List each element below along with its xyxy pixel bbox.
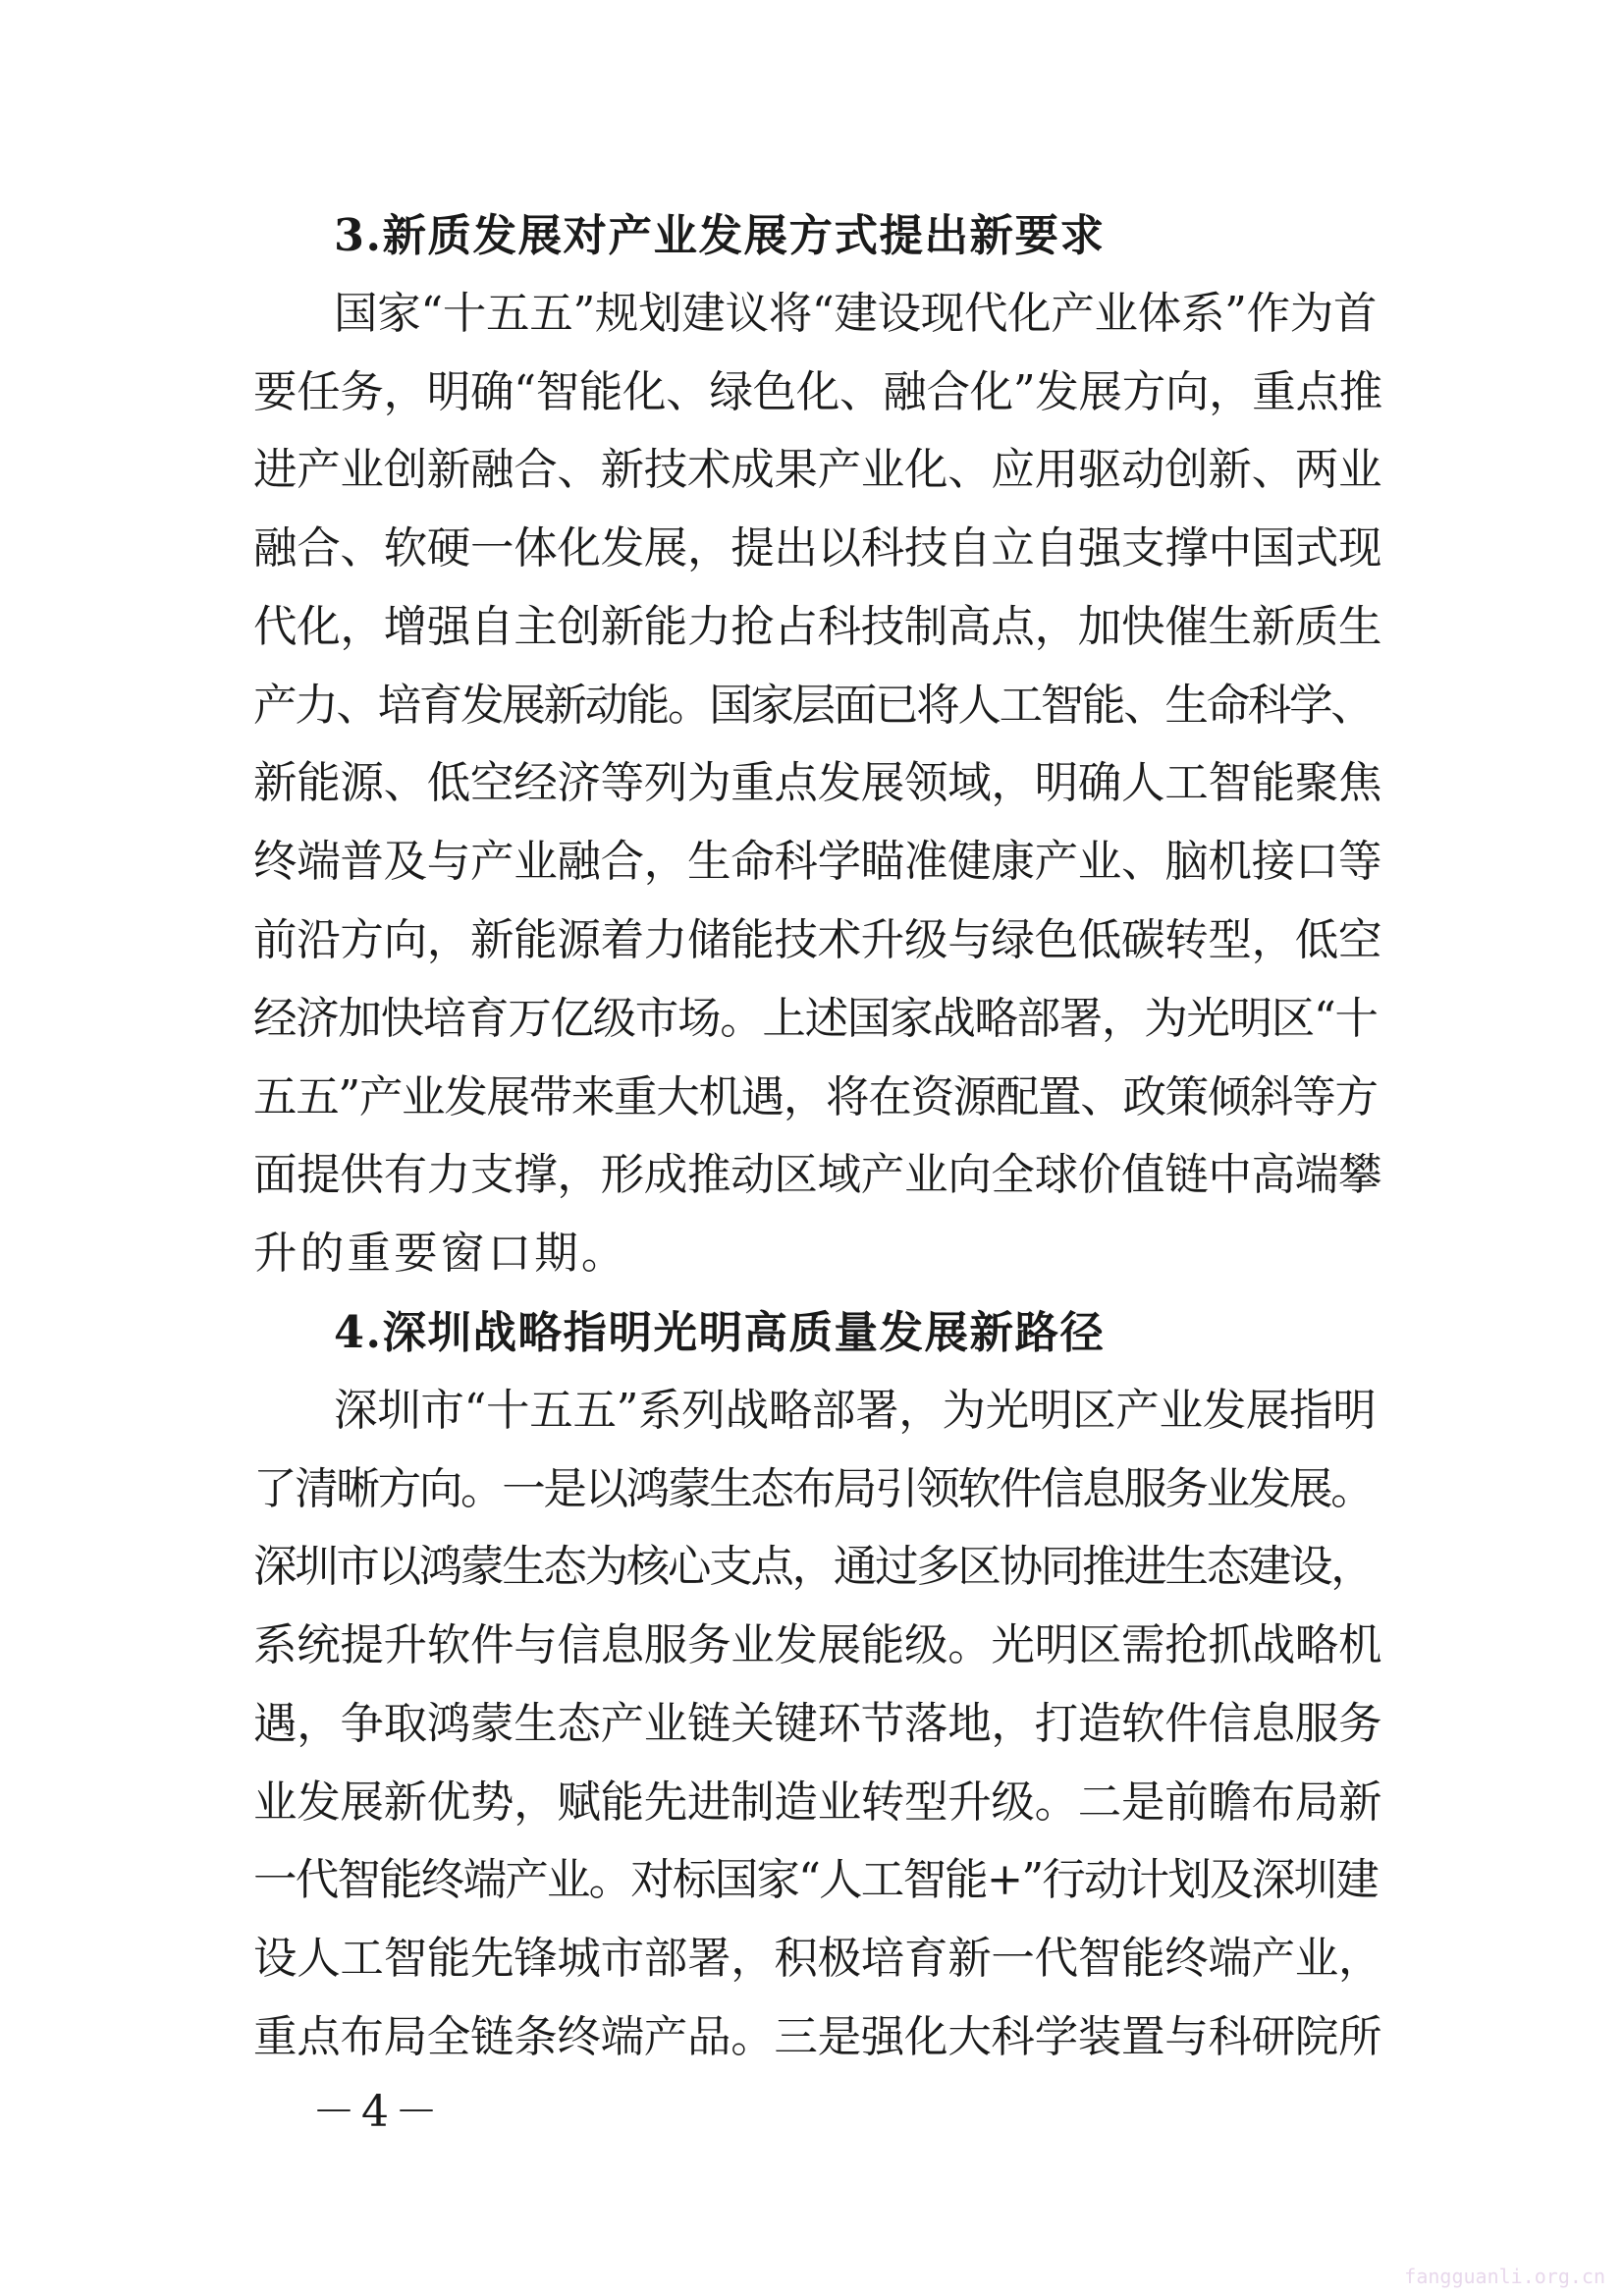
paragraph-line: 深圳市以鸿蒙生态为核心支点，通过多区协同推进生态建设，	[253, 1542, 1373, 1592]
section-heading-4-visible: 4.深圳战略指明光明高质量发展新路径	[334, 1307, 1106, 1358]
paragraph-line: 进产业创新融合、新技术成果产业化、应用驱动创新、两业	[253, 445, 1382, 495]
paragraph-line: 设人工智能先锋城市部署，积极培育新一代智能终端产业，	[253, 1934, 1382, 1984]
paragraph-line: 经济加快培育万亿级市场。上述国家战略部署，为光明区“十	[253, 994, 1378, 1044]
paragraph-line: 新能源、低空经济等列为重点发展领域，明确人工智能聚焦	[253, 758, 1382, 808]
paragraph-line: 国家“十五五”规划建议将“建设现代化产业体系”作为首	[334, 289, 1378, 339]
paragraph-line: 面提供有力支撑，形成推动区域产业向全球价值链中高端攀	[253, 1150, 1382, 1200]
paragraph-line: 升的重要窗口期。	[253, 1229, 628, 1279]
paragraph-line: 五五”产业发展带来重大机遇，将在资源配置、政策倾斜等方	[253, 1072, 1378, 1122]
paragraph-line: 前沿方向，新能源着力储能技术升级与绿色低碳转型，低空	[253, 915, 1382, 965]
paragraph-line: 终端普及与产业融合，生命科学瞄准健康产业、脑机接口等	[253, 837, 1382, 887]
paragraph-line: 代化，增强自主创新能力抢占科技制高点，加快催生新质生	[253, 602, 1382, 652]
paragraph-line: 遇，争取鸿蒙生态产业链关键环节落地，打造软件信息服务	[253, 1699, 1382, 1749]
paragraph-line: 了清晰方向。一是以鸿蒙生态布局引领软件信息服务业发展。	[253, 1464, 1373, 1514]
paragraph-line: 产力、培育发展新动能。国家层面已将人工智能、生命科学、	[253, 681, 1373, 731]
paragraph-line: 一代智能终端产业。对标国家“人工智能+”行动计划及深圳建	[253, 1855, 1378, 1905]
watermark: fangguanli.org.cn	[1404, 2265, 1605, 2288]
section-heading-3: 3.新质发展对产业发展方式提出新要求	[334, 210, 1106, 261]
page-number: －4－	[312, 2087, 444, 2137]
paragraph-line: 深圳市“十五五”系列战略部署，为光明区产业发展指明	[334, 1386, 1377, 1436]
paragraph-line: 要任务，明确“智能化、绿色化、融合化”发展方向，重点推	[253, 367, 1382, 417]
paragraph-line: 业发展新优势，赋能先进制造业转型升级。二是前瞻布局新	[253, 1777, 1382, 1828]
paragraph-line: 重点布局全链条终端产品。三是强化大科学装置与科研院所	[253, 2012, 1382, 2062]
paragraph-line: 融合、软硬一体化发展，提出以科技自立自强支撑中国式现	[253, 523, 1382, 574]
paragraph-line: 系统提升软件与信息服务业发展能级。光明区需抢抓战略机	[253, 1620, 1382, 1670]
